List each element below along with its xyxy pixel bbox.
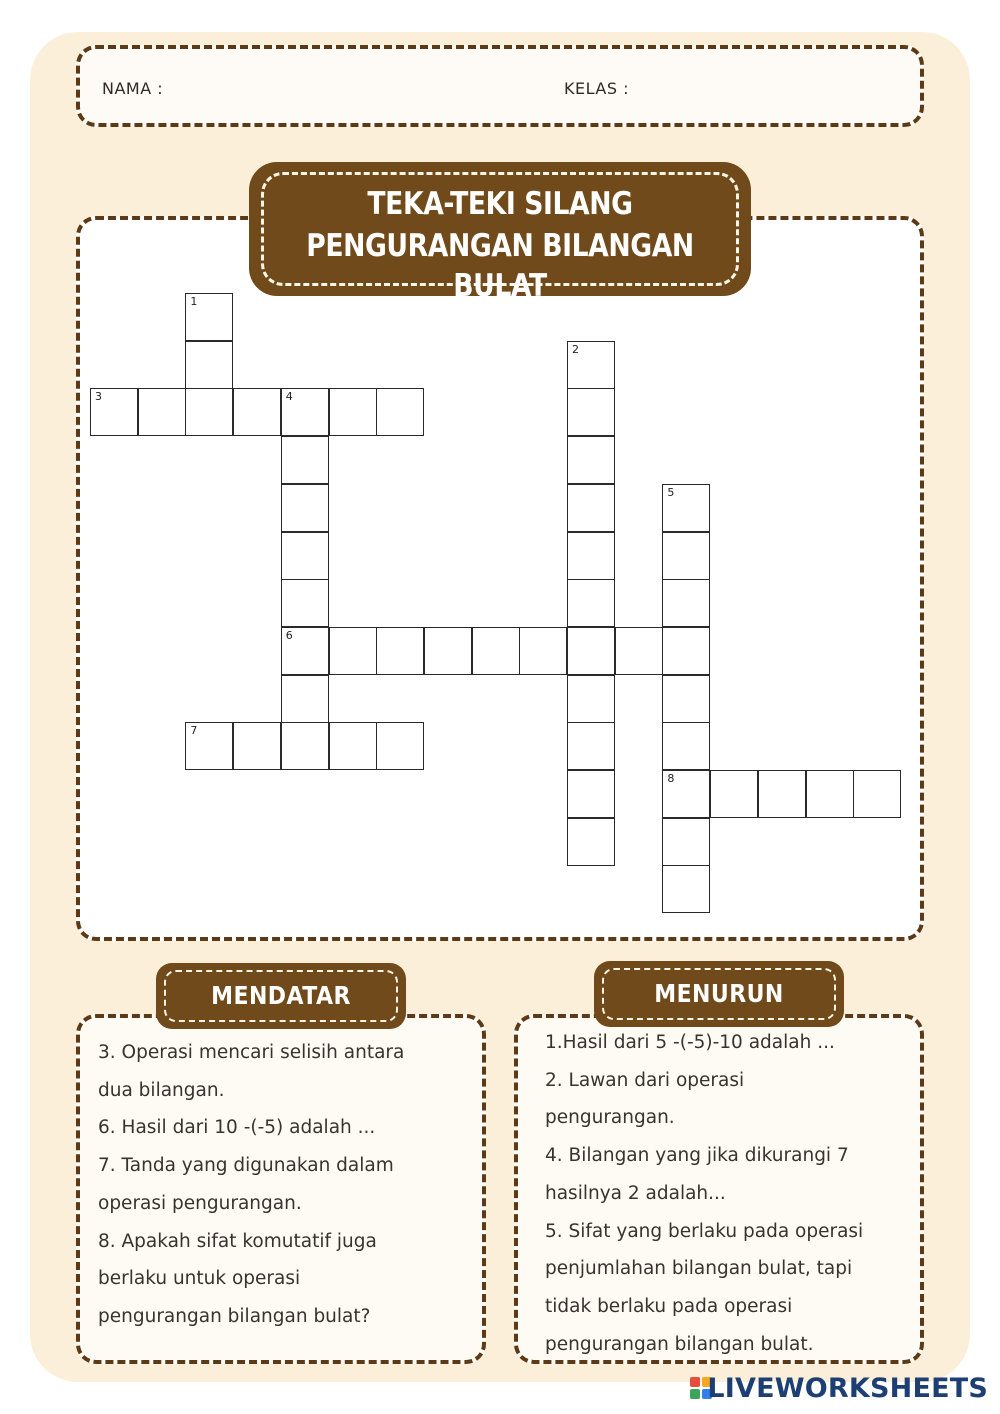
menurun-box <box>514 1014 924 1364</box>
clue-number: 4 <box>285 390 293 404</box>
crossword-cell[interactable] <box>710 770 758 818</box>
crossword-cell[interactable] <box>567 722 615 770</box>
crossword-cell[interactable] <box>662 675 710 723</box>
crossword-cell[interactable] <box>662 722 710 770</box>
crossword-cell[interactable] <box>185 388 233 436</box>
crossword-cell[interactable] <box>281 388 329 436</box>
mendatar-heading <box>156 963 406 1029</box>
mendatar-heading-label: MENDATAR <box>211 981 351 1010</box>
clue-number: 8 <box>667 772 675 785</box>
crossword-cell[interactable] <box>567 770 615 818</box>
clue-number: 6 <box>285 628 293 642</box>
crossword-cell[interactable] <box>376 722 424 770</box>
menurun-heading-label: MENURUN <box>654 979 784 1008</box>
student-info-box <box>76 45 924 127</box>
crossword-cell[interactable] <box>567 388 615 436</box>
crossword-cell[interactable] <box>329 388 377 436</box>
crossword-cell[interactable] <box>567 675 615 723</box>
crossword-cell[interactable] <box>281 579 329 627</box>
crossword-cell[interactable] <box>281 532 329 580</box>
crossword-cell[interactable] <box>472 627 520 675</box>
clue-number: 2 <box>572 342 579 356</box>
crossword-cell[interactable] <box>662 818 710 866</box>
crossword-cell[interactable] <box>662 579 710 627</box>
crossword-cell[interactable] <box>185 341 233 389</box>
crossword-cell[interactable] <box>567 532 615 580</box>
title-line-2: PENGURANGAN BILANGAN BULAT <box>306 228 694 304</box>
crossword-cell[interactable] <box>138 388 186 436</box>
crossword-cell[interactable] <box>567 579 615 627</box>
crossword-cell[interactable] <box>662 627 710 675</box>
crossword-cell[interactable] <box>567 484 615 532</box>
liveworksheets-brand: LIVEWORKSHEETS <box>707 1373 988 1404</box>
crossword-cell[interactable] <box>281 484 329 532</box>
clue-number: 1 <box>190 295 198 308</box>
clue-number: 5 <box>667 485 675 499</box>
crossword-cell[interactable] <box>281 722 329 770</box>
crossword-cell[interactable] <box>662 532 710 580</box>
crossword-cell[interactable] <box>376 627 424 675</box>
clue-number: 3 <box>95 390 102 404</box>
crossword-cell[interactable] <box>329 627 377 675</box>
crossword-cell[interactable] <box>424 627 472 675</box>
crossword-cell[interactable] <box>519 627 567 675</box>
crossword-cell[interactable] <box>567 818 615 866</box>
menurun-clues: 1.Hasil dari 5 -(-5)-10 adalah ... 2. Lawan dari operasi pengurangan. 4. Bilangan yang jika dikurangi 7 hasilnya 2 adalah... 5. Sifat yang berlaku pada operasi penjumlahan bilangan bulat, tapi tidak berlaku pada operasi pengurangan bilangan bulat. <box>545 1032 864 1355</box>
nama-label: NAMA : <box>102 79 164 98</box>
crossword-cell[interactable] <box>758 770 806 818</box>
kelas-label: KELAS : <box>564 79 629 98</box>
crossword-cell[interactable] <box>233 722 281 770</box>
crossword-cell[interactable] <box>185 722 233 770</box>
crossword-cell[interactable] <box>615 627 663 675</box>
crossword-cell[interactable] <box>185 293 233 341</box>
crossword-cell[interactable] <box>376 388 424 436</box>
crossword-cell[interactable] <box>567 627 615 675</box>
crossword-cell[interactable] <box>233 388 281 436</box>
crossword-cell[interactable] <box>662 484 710 532</box>
mendatar-box <box>76 1014 486 1364</box>
crossword-cell[interactable] <box>281 436 329 484</box>
crossword-cell[interactable] <box>662 865 710 913</box>
crossword-cell[interactable] <box>806 770 854 818</box>
mendatar-clues: 3. Operasi mencari selisih antara dua bilangan. 6. Hasil dari 10 -(-5) adalah ... 7. Tanda yang digunakan dalam operasi pengurangan. 8. Apakah sifat komutatif juga berlaku untuk operasi pengurangan bilangan bulat? <box>98 1042 405 1327</box>
title-line-1: TEKA-TEKI SILANG <box>367 186 633 222</box>
crossword-cell[interactable] <box>90 388 138 436</box>
crossword-cell[interactable] <box>662 770 710 818</box>
crossword-cell[interactable] <box>329 722 377 770</box>
menurun-heading <box>594 961 844 1027</box>
crossword-cell[interactable] <box>567 436 615 484</box>
title-banner <box>249 162 751 304</box>
crossword-cell[interactable] <box>281 627 329 675</box>
crossword-cell[interactable] <box>567 341 615 389</box>
clue-number: 7 <box>190 724 198 738</box>
crossword-cell[interactable] <box>853 770 901 818</box>
crossword-cell[interactable] <box>281 675 329 723</box>
